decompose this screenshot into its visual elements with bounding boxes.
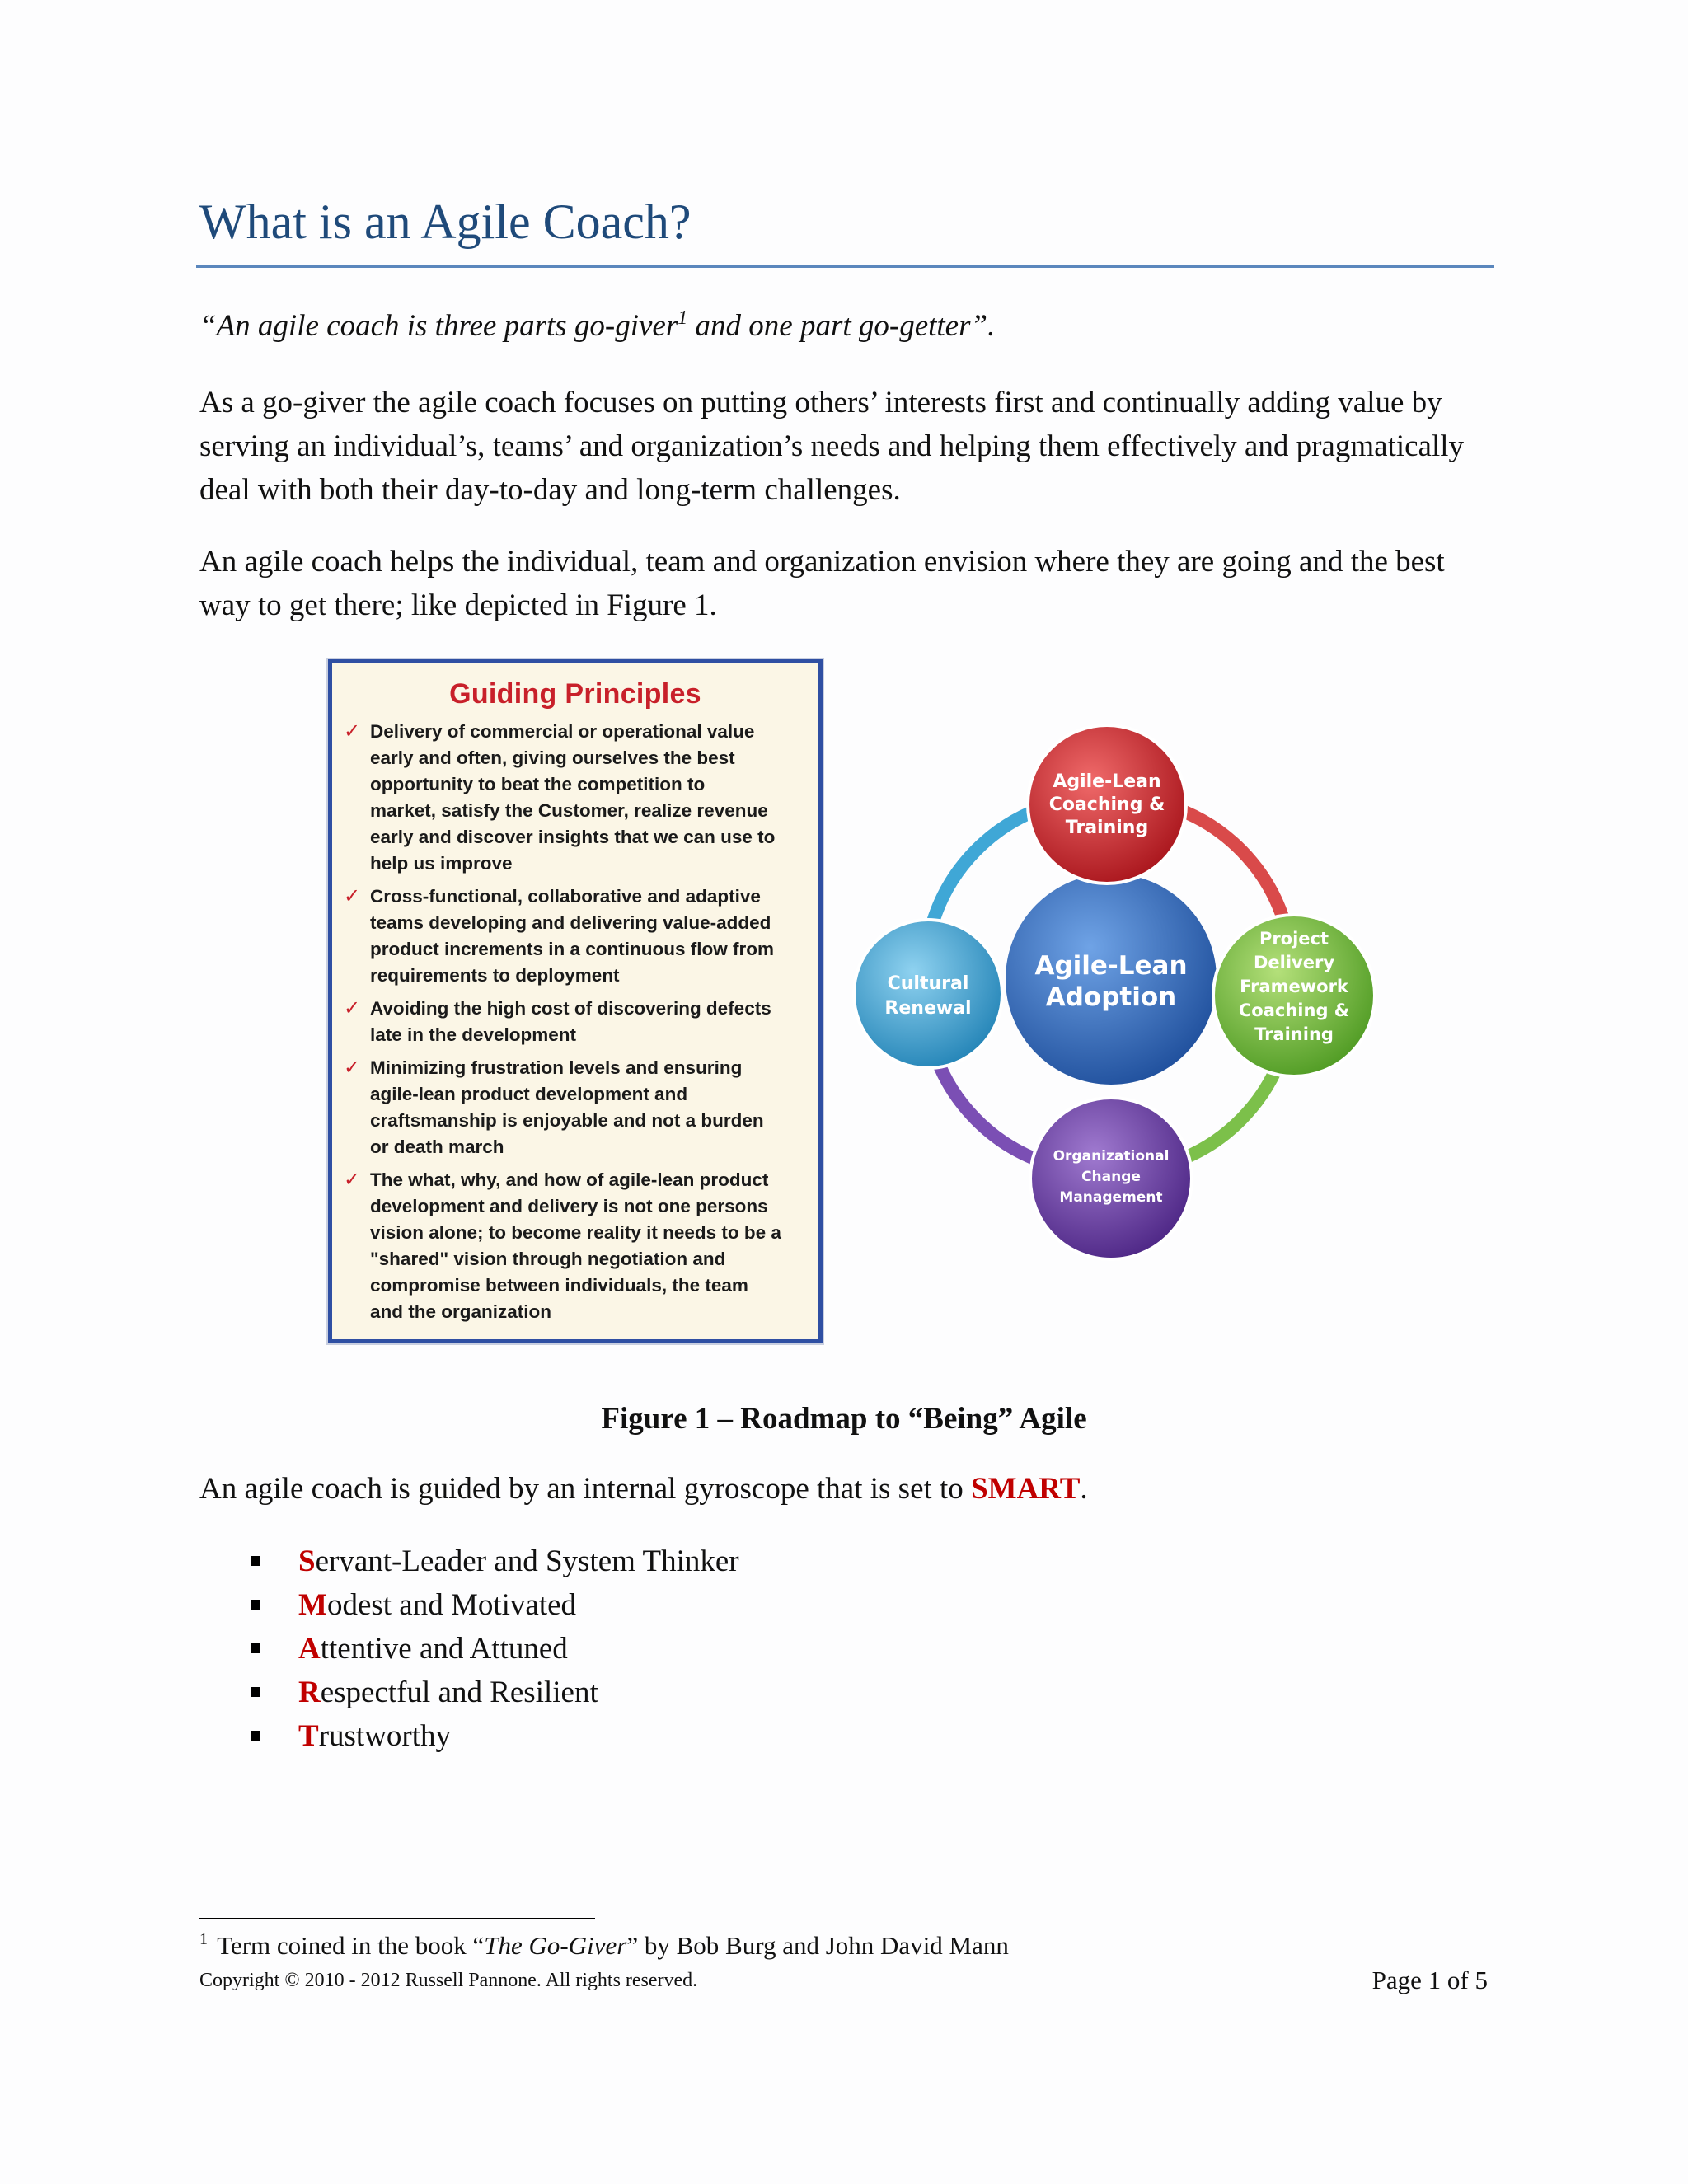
footnote-separator xyxy=(199,1918,595,1919)
top-label-line1: Agile-Lean xyxy=(1053,771,1161,792)
principle-text: Minimizing frustration levels and ensuring agile-lean product development and craftsmanship is enjoyable and not a burden or death march xyxy=(370,1057,764,1157)
square-bullet-icon xyxy=(251,1643,260,1653)
principle-item xyxy=(339,1167,810,1325)
smart-item-text: espectful and Resilient xyxy=(320,1675,598,1709)
page-title: What is an Agile Coach? xyxy=(199,194,692,249)
left-node xyxy=(854,920,1002,1068)
right-label-line1: Project xyxy=(1259,929,1329,949)
smart-intro-end: . xyxy=(1080,1472,1088,1506)
right-label-line2: Delivery xyxy=(1253,953,1335,972)
principle-text: Avoiding the high cost of discovering defects late in the development xyxy=(370,998,771,1045)
agile-lean-adoption-diagram xyxy=(841,717,1401,1277)
checkmark-icon: ✓ xyxy=(344,997,361,1019)
smart-item-text: odest and Motivated xyxy=(326,1588,577,1622)
smart-list-item xyxy=(247,1583,739,1627)
title-underline xyxy=(196,265,1494,268)
smart-letter: M xyxy=(298,1588,327,1622)
checkmark-icon: ✓ xyxy=(344,1057,361,1079)
square-bullet-icon xyxy=(251,1600,260,1610)
bottom-label-line1: Organizational xyxy=(1053,1148,1170,1165)
guiding-principles-list xyxy=(332,719,818,1325)
principle-text: Delivery of commercial or operational value early and often, giving ourselves the best opportunity to beat the competition to market, satisfy the Customer, realize revenue early and discover insights that we can use to help us improve xyxy=(370,721,776,874)
smart-item-text: ervant-Leader and System Thinker xyxy=(315,1544,739,1578)
guiding-principles-panel xyxy=(328,659,823,1343)
smart-letter: A xyxy=(298,1632,321,1666)
principle-item xyxy=(339,719,810,877)
smart-list-item xyxy=(247,1671,739,1714)
left-label-line2: Renewal xyxy=(884,998,972,1019)
principle-item xyxy=(339,996,810,1048)
right-label-line3: Framework xyxy=(1240,977,1348,996)
smart-letter: T xyxy=(298,1719,319,1753)
square-bullet-icon xyxy=(251,1556,260,1566)
checkmark-icon: ✓ xyxy=(344,720,361,743)
quote-text-start: “An agile coach is three parts go-giver xyxy=(199,309,678,343)
principle-item xyxy=(339,1055,810,1160)
checkmark-icon: ✓ xyxy=(344,1169,361,1191)
footnote-reference[interactable]: 1 xyxy=(678,307,688,329)
smart-letter: R xyxy=(298,1675,321,1709)
figure-caption: Figure 1 – Roadmap to “Being” Agile xyxy=(601,1402,1087,1436)
footnote-text-end: ” by Bob Burg and John David Mann xyxy=(626,1931,1009,1960)
principle-item xyxy=(339,883,810,989)
smart-intro-text: An agile coach is guided by an internal gyroscope that is set to xyxy=(199,1472,972,1506)
right-label-line4: Coaching & xyxy=(1238,1001,1350,1020)
square-bullet-icon xyxy=(251,1687,260,1697)
principle-text: The what, why, and how of agile-lean product development and delivery is not one persons vision alone; to become reality it needs to be a "shared" vision through negotiation and compromise between individuals, the team and the organization xyxy=(370,1169,781,1322)
opening-quote xyxy=(199,308,1493,344)
bottom-label-line2: Change xyxy=(1081,1169,1141,1185)
smart-intro-paragraph xyxy=(199,1467,1498,1511)
checkmark-icon: ✓ xyxy=(344,885,361,907)
footnote-number: 1 xyxy=(199,1930,208,1948)
top-label-line3: Training xyxy=(1065,818,1149,838)
smart-list-item xyxy=(247,1627,739,1671)
envision-paragraph: An agile coach helps the individual, team and organization envision where they are going and the best way to get there; like depicted in Figure 1. xyxy=(199,545,1445,622)
principle-text: Cross-functional, collaborative and adaptive teams developing and delivering value-added product increments in a continuous flow from requirements to deployment xyxy=(370,886,775,986)
center-label-line1: Agile-Lean xyxy=(1034,951,1188,981)
smart-list-item xyxy=(247,1714,739,1758)
smart-item-text: rustworthy xyxy=(318,1719,452,1753)
smart-item-text: ttentive and Attuned xyxy=(320,1632,568,1666)
smart-acronym: SMART xyxy=(971,1472,1081,1506)
go-giver-paragraph: As a go-giver the agile coach focuses on putting others’ interests first and continually adding value by serving an individual’s, teams’ and organization’s needs and helping them effectively and pragmatically deal with both their day-to-day and long-term challenges. xyxy=(199,386,1465,507)
smart-list xyxy=(247,1540,739,1758)
footnote xyxy=(199,1930,1009,1961)
quote-text-end: and one part go-getter”. xyxy=(687,309,996,343)
copyright-notice: Copyright © 2010 - 2012 Russell Pannone. All rights reserved. xyxy=(199,1970,698,1991)
footnote-book-title: The Go-Giver xyxy=(484,1931,627,1960)
top-label-line2: Coaching & xyxy=(1048,794,1165,815)
footnote-text-start: Term coined in the book “ xyxy=(211,1931,485,1960)
square-bullet-icon xyxy=(251,1731,260,1741)
smart-letter: S xyxy=(298,1544,316,1578)
page-number: Page 1 of 5 xyxy=(1372,1966,1488,1994)
center-label-line2: Adoption xyxy=(1045,982,1177,1012)
smart-list-item xyxy=(247,1540,739,1583)
guiding-principles-title: Guiding Principles xyxy=(449,678,701,710)
right-label-line5: Training xyxy=(1254,1024,1334,1044)
left-label-line1: Cultural xyxy=(887,973,969,994)
bottom-label-line3: Management xyxy=(1059,1189,1163,1206)
